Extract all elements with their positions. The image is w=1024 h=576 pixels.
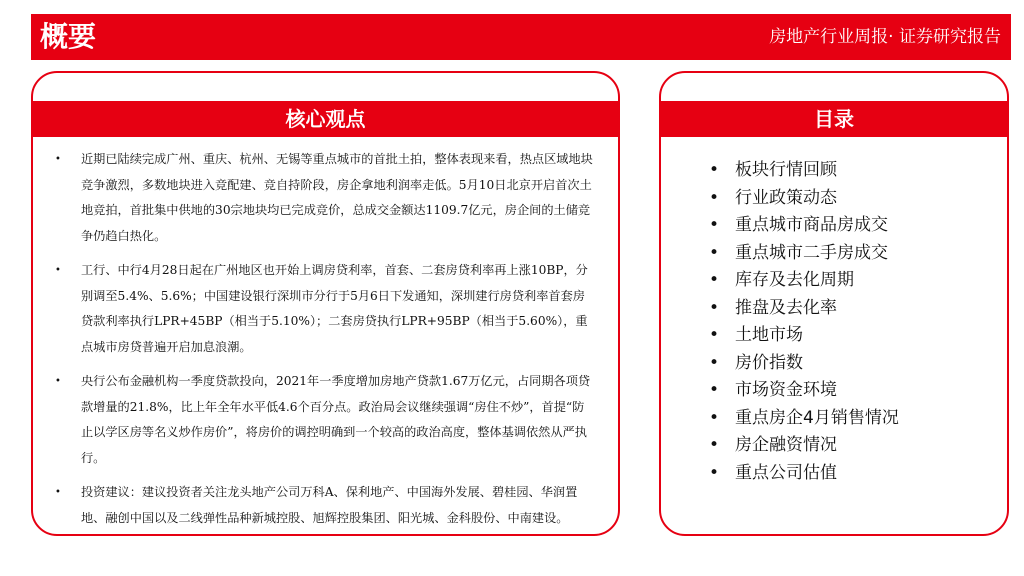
toc-item-label: 库存及去化周期: [735, 270, 854, 290]
bullet-icon: •: [709, 187, 720, 208]
header-bar: [31, 14, 1011, 60]
toc-item-label: 板块行情回顾: [735, 160, 837, 180]
report-subtitle: 房地产行业周报· 证券研究报告: [769, 27, 1001, 47]
core-views-list: [55, 147, 595, 540]
toc-item[interactable]: [709, 267, 899, 295]
toc-item[interactable]: [709, 460, 899, 488]
core-views-heading: 核心观点: [33, 101, 618, 137]
toc-item[interactable]: [709, 322, 899, 350]
toc-list: [709, 157, 899, 487]
toc-item-label: 重点公司估值: [735, 462, 837, 483]
toc-item-label: 市场资金环境: [735, 380, 837, 400]
bullet-icon: •: [709, 242, 720, 263]
bullet-icon: •: [709, 407, 720, 428]
toc-item[interactable]: [709, 432, 899, 460]
bullet-icon: •: [709, 352, 720, 373]
point-text: 近期已陆续完成广州、重庆、杭州、无锡等重点城市的首批土拍，整体表现来看，热点区域地块竞争激烈，多数地块进入竞配建、竞自持阶段，房企拿地利润率走低。5月10日北京开启首次土地竞拍，首批集中供地的30宗地块均已完成竞价，总成交金额达1109.7亿元，房企间的土储竞争仍趋白热化。: [81, 152, 593, 243]
bullet-icon: •: [55, 154, 61, 165]
bullet-icon: •: [55, 265, 61, 276]
point-text: 投资建议：建议投资者关注龙头地产公司万科A、保利地产、中国海外发展、碧桂园、华润置地、融创中国以及二线弹性品种新城控股、旭辉控股集团、阳光城、金科股份、中南建设。: [81, 485, 578, 525]
toc-item[interactable]: [709, 157, 899, 185]
toc-item[interactable]: [709, 212, 899, 240]
toc-item[interactable]: [709, 405, 899, 433]
toc-item[interactable]: [709, 377, 899, 405]
bullet-icon: •: [709, 215, 720, 235]
core-views-card: [31, 71, 620, 536]
toc-item[interactable]: [709, 295, 899, 323]
toc-heading: 目录: [661, 101, 1007, 137]
toc-item-label: 行业政策动态: [735, 187, 837, 208]
bullet-icon: •: [709, 325, 720, 345]
point-text: 工行、中行4月28日起在广州地区也开始上调房贷利率，首套、二套房贷利率再上涨10BP，分别调至5.4%、5.6%；中国建设银行深圳市分行于5月6日下发通知，深圳建行房贷利率首套房贷款利率执行LPR+45BP（相当于5.10%）；二套房贷执行LPR+95BP（相当于5.60%），重点城市房贷普遍开启加息浪潮。: [81, 263, 588, 354]
list-item: [55, 369, 595, 471]
list-item: [55, 147, 595, 249]
bullet-icon: •: [709, 297, 720, 318]
toc-item[interactable]: [709, 240, 899, 268]
toc-item[interactable]: [709, 185, 899, 213]
point-text: 央行公布金融机构一季度贷款投向，2021年一季度增加房地产贷款1.67万亿元，占同期各项贷款增量的21.8%，比上年全年水平低4.6个百分点。政治局会议继续强调“房住不炒”，首提“防止以学区房等名义炒作房价”，将房价的调控明确到一个较高的政治高度，整体基调依然从严执行。: [81, 374, 591, 465]
bullet-icon: •: [55, 376, 61, 387]
toc-item-label: 重点房企4月销售情况: [735, 407, 899, 428]
bullet-icon: •: [709, 380, 720, 400]
list-item: [55, 258, 595, 360]
page-title: 概要: [40, 20, 97, 53]
bullet-icon: •: [709, 462, 720, 483]
list-item: [55, 480, 595, 531]
bullet-icon: •: [709, 270, 720, 290]
toc-item-label: 房价指数: [735, 352, 803, 373]
toc-item-label: 重点城市二手房成交: [735, 242, 888, 263]
bullet-icon: •: [709, 435, 720, 455]
toc-item-label: 推盘及去化率: [735, 297, 837, 318]
toc-item-label: 土地市场: [735, 325, 803, 345]
bullet-icon: •: [55, 487, 61, 498]
bullet-icon: •: [709, 160, 720, 180]
toc-item-label: 房企融资情况: [735, 435, 837, 455]
toc-item[interactable]: [709, 350, 899, 378]
toc-card: [659, 71, 1009, 536]
toc-item-label: 重点城市商品房成交: [735, 215, 888, 235]
